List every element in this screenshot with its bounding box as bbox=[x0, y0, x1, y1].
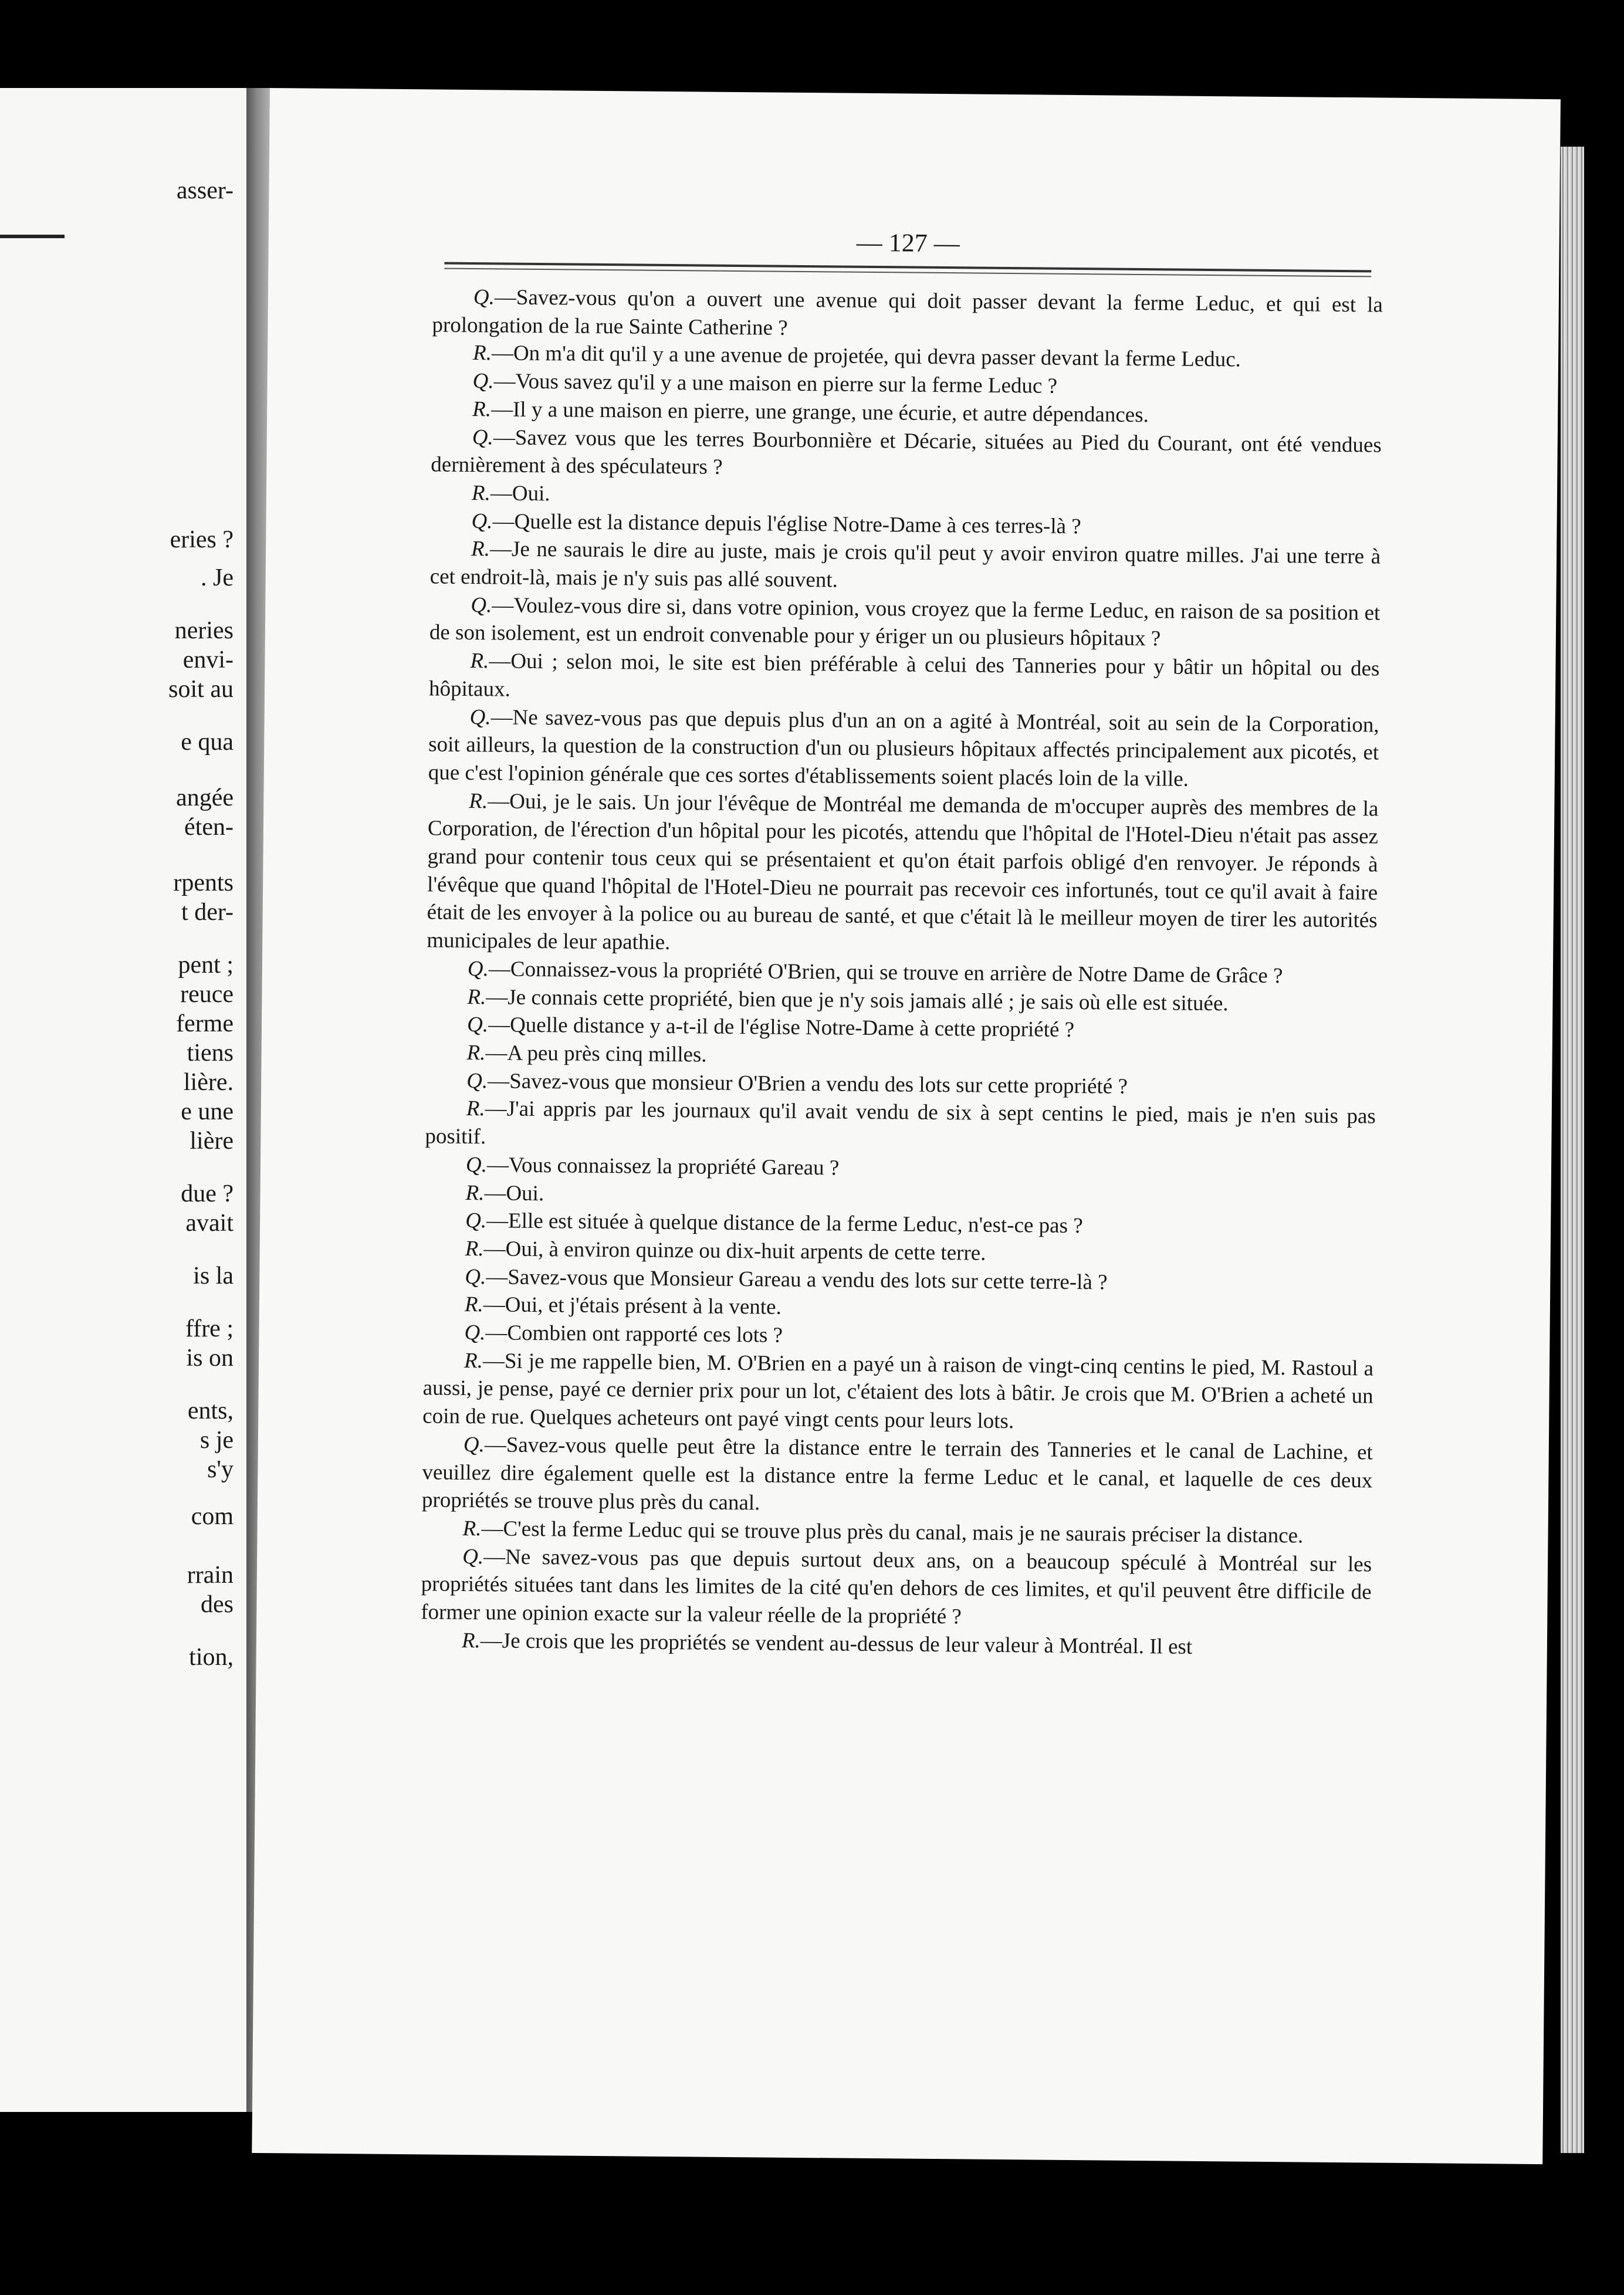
speaker-label: R. bbox=[463, 1348, 483, 1373]
qa-paragraph bbox=[425, 1095, 1376, 1159]
speaker-label: R. bbox=[466, 1040, 486, 1065]
paragraph-text: —Connaissez-vous la propriété O'Brien, qui se trouve en arrière de Notre Dame de Grâce ? bbox=[488, 957, 1283, 988]
left-page-fragment bbox=[0, 88, 246, 2112]
left-page-line: com bbox=[191, 1503, 234, 1530]
left-page-line: is on bbox=[186, 1345, 234, 1372]
speaker-label: Q. bbox=[473, 285, 495, 310]
left-page-line: tiens bbox=[187, 1040, 234, 1067]
paragraph-text: —Savez-vous que Monsieur Gareau a vendu des lots sur cette terre-là ? bbox=[486, 1264, 1108, 1295]
paragraph-text: —Savez-vous qu'on a ouvert une avenue qui doit passer devant la ferme Leduc, et qui est la prolongation de la rue Sainte Catherine ? bbox=[432, 285, 1383, 340]
paragraph-text: —C'est la ferme Leduc qui se trouve plus près du canal, mais je ne saurais préciser la distance. bbox=[481, 1517, 1304, 1548]
paragraph-text: —Oui, à environ quinze ou dix-huit arpents de cette terre. bbox=[483, 1237, 986, 1265]
qa-paragraph bbox=[421, 1542, 1372, 1634]
speaker-label: Q. bbox=[462, 1544, 484, 1569]
left-page-line: ferme bbox=[176, 1010, 234, 1037]
speaker-label: R. bbox=[472, 397, 492, 422]
paragraph-text: —Ne savez-vous pas que depuis plus d'un an on a agité à Montréal, soit au sein de la Corporation, soit ailleurs, la question de la construction d'un ou plusieurs hôpitaux affectés principalement aux picotés, et que c'est l'opinion générale que ces sortes d'établissements soient placés loin de la ville. bbox=[428, 705, 1379, 791]
paragraph-text: —Voulez-vous dire si, dans votre opinion, vous croyez que la ferme Leduc, en raison de sa position et de son isolement, est un endroit convenable pour y ériger un ou plusieurs hôpitaux ? bbox=[429, 593, 1381, 651]
left-page-line: . Je bbox=[201, 564, 234, 591]
speaker-label: Q. bbox=[465, 1209, 487, 1233]
left-page-line: ffre ; bbox=[185, 1315, 234, 1342]
paragraph-text: —Je ne saurais le dire au juste, mais je crois qu'il peut y avoir environ quatre milles. J'ai une terre à cet endroit-là, mais je n'y suis pas allé souvent. bbox=[429, 537, 1381, 593]
speaker-label: Q. bbox=[471, 509, 493, 533]
speaker-label: R. bbox=[466, 1096, 485, 1121]
speaker-label: Q. bbox=[466, 1068, 488, 1093]
speaker-label: R. bbox=[470, 649, 489, 673]
paragraph-text: —Je connais cette propriété, bien que je n'y sois jamais allé ; je sais où elle est située. bbox=[486, 984, 1229, 1016]
left-page-line: s je bbox=[199, 1427, 234, 1454]
speaker-label: Q. bbox=[472, 425, 493, 449]
left-page-line: pent ; bbox=[178, 952, 234, 979]
speaker-label: R. bbox=[464, 1292, 483, 1317]
speaker-label: Q. bbox=[465, 1152, 488, 1177]
speaker-label: R. bbox=[462, 1516, 482, 1541]
speaker-label: R. bbox=[461, 1628, 481, 1653]
left-page-line: e une bbox=[181, 1098, 234, 1125]
paragraph-text: —Oui, je le sais. Un jour l'évêque de Montréal me demanda de m'occuper auprès des membres de la Corporation, de l'érection d'un hôpital pour les picotés, attendu que l'hôpital de l'Hotel-Dieu n'était pas assez grand pour contenir tous ceux qui se présentaient et qu'on était parfois obligé d'en renvoyer. Je réponds à l'évêque que quand l'hôpital de l'Hotel-Dieu ne pourrait pas recevoir ces infortunés, tout ce qu'il avait à faire était de les envoyer à la police ou au bureau de santé, et que c'était là le meilleur moyen de tirer les autorités municipales de leur apathie. bbox=[427, 788, 1379, 955]
left-page-line: rrain bbox=[187, 1562, 234, 1589]
left-page-line: eries ? bbox=[170, 526, 234, 553]
left-page-line: is la bbox=[193, 1262, 234, 1289]
paragraph-text: —Vous connaissez la propriété Gareau ? bbox=[486, 1153, 840, 1180]
paragraph-text: —Il y a une maison en pierre, une grange, une écurie, et autre dépendances. bbox=[490, 397, 1149, 427]
paragraph-text: —Quelle est la distance depuis l'église Notre-Dame à ces terres-là ? bbox=[492, 509, 1081, 539]
left-page-line: tion, bbox=[189, 1644, 234, 1671]
paragraph-text: —Vous savez qu'il y a une maison en pierre sur la ferme Leduc ? bbox=[493, 369, 1058, 398]
paragraph-text: —Oui. bbox=[490, 481, 550, 506]
qa-paragraph bbox=[422, 1430, 1373, 1522]
left-page-line: des bbox=[201, 1591, 234, 1618]
speaker-label: R. bbox=[471, 537, 490, 561]
left-page-line: éten- bbox=[184, 814, 234, 841]
left-page-line: soit au bbox=[168, 676, 234, 703]
testimony-text bbox=[421, 283, 1383, 1663]
qa-paragraph bbox=[432, 283, 1383, 347]
speaker-label: Q. bbox=[463, 1432, 485, 1457]
left-page-rule bbox=[0, 235, 65, 238]
paragraph-text: —A peu près cinq milles. bbox=[485, 1041, 707, 1067]
speaker-label: Q. bbox=[466, 1013, 489, 1037]
page-number: — 127 — bbox=[856, 228, 960, 258]
left-page-line: angée bbox=[176, 784, 234, 811]
paragraph-text: —Elle est située à quelque distance de la ferme Leduc, n'est-ce pas ? bbox=[486, 1209, 1083, 1238]
paragraph-text: —J'ai appris par les journaux qu'il avait vendu de six à sept centins le pied, mais je n'en suis pas positif. bbox=[425, 1096, 1376, 1149]
paragraph-text: —Oui ; selon moi, le site est bien préférable à celui des Tanneries pour y bâtir un hôpital ou des hôpitaux. bbox=[428, 649, 1380, 702]
speaker-label: R. bbox=[471, 480, 491, 506]
qa-paragraph bbox=[429, 647, 1380, 712]
qa-paragraph bbox=[430, 535, 1381, 600]
left-page-line: e qua bbox=[181, 729, 234, 756]
left-page-line: s'y bbox=[207, 1456, 234, 1483]
left-page-line: t der- bbox=[181, 899, 234, 926]
qa-paragraph bbox=[429, 591, 1381, 655]
left-page-line: due ? bbox=[181, 1180, 234, 1207]
paragraph-text: —Savez-vous que monsieur O'Brien a vendu des lots sur cette propriété ? bbox=[488, 1068, 1128, 1099]
paragraph-text: —Oui, et j'étais présent à la vente. bbox=[483, 1292, 781, 1319]
left-page-line: reuce bbox=[180, 981, 234, 1008]
header-rule-thick bbox=[444, 262, 1371, 273]
qa-paragraph bbox=[422, 1346, 1373, 1438]
paragraph-text: —Je crois que les propriétés se vendent au-dessus de leur valeur à Montréal. Il est bbox=[480, 1628, 1193, 1659]
paragraph-text: —Combien ont rapporté ces lots ? bbox=[485, 1321, 783, 1348]
speaker-label: R. bbox=[465, 1236, 484, 1261]
speaker-label: Q. bbox=[471, 593, 492, 618]
left-page-line: envi- bbox=[182, 646, 234, 673]
left-page-line: neries bbox=[174, 617, 234, 644]
speaker-label: Q. bbox=[469, 705, 491, 729]
qa-paragraph bbox=[428, 703, 1379, 795]
paragraph-text: —Savez-vous quelle peut être la distance entre le terrain des Tanneries et le canal de Lachine, et veuillez dire également quelle est la distance entre la ferme Leduc et le canal, et laquelle de ces deux propriétés se trouve plus près du canal. bbox=[421, 1433, 1373, 1515]
speaker-label: R. bbox=[472, 341, 492, 365]
left-page-line: ents, bbox=[187, 1397, 234, 1424]
speaker-label: Q. bbox=[464, 1320, 486, 1345]
speaker-label: R. bbox=[465, 1180, 485, 1205]
left-page-line: lière bbox=[190, 1128, 234, 1155]
paragraph-text: —On m'a dit qu'il y a une avenue de projetée, qui devra passer devant la ferme Leduc. bbox=[491, 341, 1241, 372]
page-edges bbox=[1561, 147, 1584, 2153]
speaker-label: R. bbox=[469, 788, 488, 813]
paragraph-text: —Ne savez-vous pas que depuis surtout deux ans, on a beaucoup spéculé à Montréal sur les propriétés situées tant dans les limites de la cité qu'en dehors de ces limites, et qu'il peuvent être difficile de former une opinion exacte sur la valeur réelle de la propriété ? bbox=[421, 1544, 1372, 1629]
speaker-label: R. bbox=[467, 984, 486, 1009]
left-page-line: lière. bbox=[183, 1069, 234, 1096]
paragraph-text: —Savez vous que les terres Bourbonnière et Décarie, situées au Pied du Courant, ont été vendues dernièrement à des spéculateurs ? bbox=[431, 425, 1382, 479]
paragraph-text: —Quelle distance y a-t-il de l'église Notre-Dame à cette propriété ? bbox=[488, 1013, 1075, 1042]
page-header bbox=[444, 225, 1372, 281]
paragraph-text: —Oui. bbox=[484, 1180, 544, 1206]
right-page bbox=[252, 88, 1561, 2164]
left-page-line: asser- bbox=[176, 177, 234, 204]
left-page-line: rpents bbox=[173, 869, 234, 896]
left-page-line: avait bbox=[185, 1210, 234, 1237]
qa-paragraph bbox=[431, 423, 1382, 488]
paragraph-text: —Si je me rappelle bien, M. O'Brien en a payé un à raison de vingt-cinq centins le pied, M. Rastoul a aussi, je pense, payé ce dernier prix pour un lot, c'étaient des lots à bâtir. Je crois que M. O'Brien a acheté un coin de rue. Quelques acheteurs ont payé vingt cents pour leurs lots. bbox=[422, 1348, 1374, 1434]
speaker-label: Q. bbox=[472, 369, 494, 394]
speaker-label: Q. bbox=[465, 1264, 486, 1289]
speaker-label: Q. bbox=[467, 956, 489, 981]
qa-paragraph bbox=[427, 787, 1378, 963]
